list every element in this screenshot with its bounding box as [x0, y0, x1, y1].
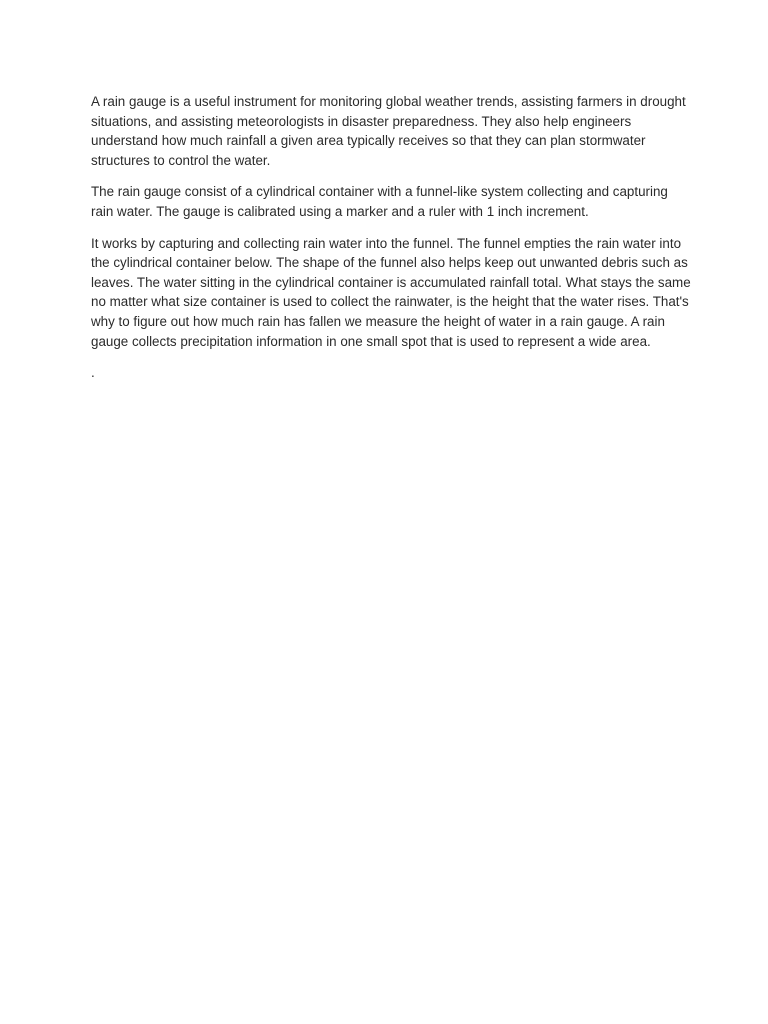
paragraph-how-it-works: It works by capturing and collecting rain water into the funnel. The funnel empties the rain water into the cylindrical container below. The shape of the funnel also helps keep out unwanted debris such as leaves. The water sitting in the cylindrical container is accumulated rainfall total. What stays the same no matter what size container is used to collect the rainwater, is the height that the water rises. That's why to figure out how much rain has fallen we measure the height of water in a rain gauge. A rain gauge collects precipitation information in one small spot that is used to represent a wide area. — [91, 235, 691, 349]
paragraph-construction: The rain gauge consist of a cylindrical container with a funnel-like system collecting and capturing rain water. The gauge is calibrated using a marker and a ruler with 1 inch increment. — [91, 184, 668, 219]
document-body — [91, 92, 691, 395]
paragraph-intro: A rain gauge is a useful instrument for monitoring global weather trends, assisting farmers in drought situations, and assisting meteorologists in disaster preparedness. They also help engineers understand how much rainfall a given area typically receives so that they can plan stormwater structures to control the water. — [91, 94, 686, 168]
paragraph-trailing-period: . — [91, 365, 95, 381]
